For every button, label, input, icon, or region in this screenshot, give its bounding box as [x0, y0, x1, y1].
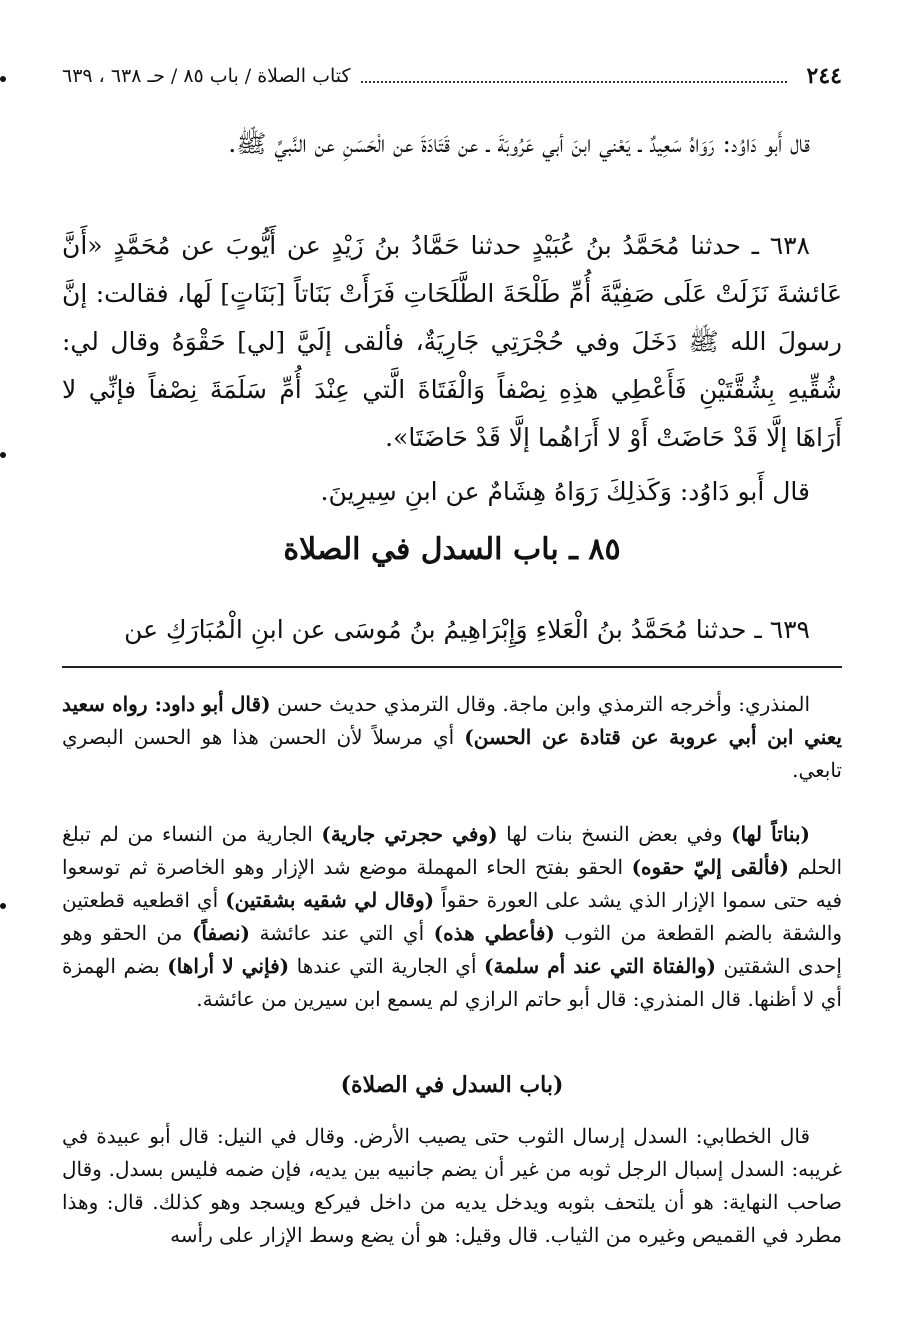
- commentary-paragraph-1: [62, 688, 842, 787]
- note-quote: (فإني لا أراها): [167, 954, 290, 978]
- commentary-paragraph-2: [62, 818, 842, 1016]
- note-quote: (بناتاً لها): [731, 822, 810, 846]
- main-paragraph-1: قال أَبو دَاوُد: رَوَاهُ سَعِيدٌ ـ يَعْني ابنَ أبي عَرُوبَةَ ـ عن قَتَادَةَ عن الْحَسَنِ عن النَّبيِّ ﷺ.: [228, 129, 810, 158]
- note-quote: (فأعطي هذه): [433, 921, 555, 945]
- note-quote: (وفي حجرتي جارية): [321, 822, 498, 846]
- note-text: الجارية من النساء من لم تبلغ الحلم: [62, 822, 843, 879]
- note-quote: (وقال لي شقيه بشقتين): [225, 888, 435, 912]
- note-text: أي الجارية التي عندها: [289, 954, 485, 978]
- scan-mark: [0, 452, 6, 458]
- running-header: [62, 56, 842, 96]
- running-title: كتاب الصلاة / باب ٨٥ / حـ ٦٣٨ ، ٦٣٩: [62, 65, 351, 87]
- note-text: وفي بعض النسخ بنات لها: [497, 822, 732, 846]
- hadith-639: ٦٣٩ ـ حدثنا مُحَمَّدُ بنُ الْعَلاءِ وَإِبْرَاهِيمُ بنُ مُوسَى عن ابنِ الْمُبَارَكِ عن: [124, 615, 810, 644]
- note-quote: (والفتاة التي عند أم سلمة): [484, 954, 716, 978]
- note-text: أي التي عند عائشة: [250, 921, 434, 945]
- page-number: ٢٤٤: [806, 63, 842, 89]
- note-text: من الحقو وهو إحدى الشقتين: [62, 921, 842, 978]
- scan-mark: [0, 76, 6, 82]
- note-quote: (فألقى إليّ حقوه): [631, 855, 789, 879]
- note-text: المنذري: وأخرجه الترمذي وابن ماجة. وقال الترمذي حديث حسن: [270, 692, 811, 716]
- footnote-separator: [62, 666, 842, 668]
- hadith-638: ٦٣٨ ـ حدثنا مُحَمَّدُ بنُ عُبَيْدٍ حدثنا حَمَّادُ بنُ زَيْدٍ عن أَيُّوبَ عن مُحَمَّدٍ «أَنَّ عَائشةَ نَزَلَتْ عَلَى صَفِيَّةَ أُمِّ طَلْحَةَ الطَّلَحَاتِ فَرَأَتْ بَنَاتاً [بَنَاتٍ] لَها، فقالت: إنَّ رسولَ الله ﷺ دَخَلَ وفي حُجْرَتِي جَارِيَةٌ، فألقى إلَيَّ [لي] حَقْوَهُ وقال لي: شُقِّيهِ بِشُقَّتَيْنِ فَأَعْطِي هذِهِ نِصْفاً وَالْفَتَاةَ الَّتي عِنْدَ أُمِّ سَلَمَةَ نِصْفاً فإنِّي لا أَرَاهَا إلَّا قَدْ حَاضَتْ أَوْ لا أَرَاهُما إلَّا قَدْ حَاضَتَا».: [62, 231, 842, 452]
- commentary-paragraph-3: قال الخطابي: السدل إرسال الثوب حتى يصيب الأرض. وقال في النيل: قال أبو عبيدة في غريبه: السدل إسبال الرجل ثوبه من غير أن يضم جانبيه بين يديه، فإن ضمه فليس بسدل. وقال صاحب النهاية: هو أن يلتحف بثوبه ويدخل يديه من داخل فيركع ويسجد وهو كذلك. قال: وهذا مطرد في القميص وغيره من الثياب. قال وقيل: هو أن يضع وسط الإزار على رأسه: [62, 1124, 842, 1247]
- commentary-heading: (باب السدل في الصلاة): [340, 1072, 564, 1098]
- note-text: الحقو بفتح الحاء المهملة موضع شد الإزار وهو الخاصرة ثم توسعوا فيه حتى سموا الإزار الذي يشد على العورة حقواً: [62, 855, 843, 912]
- note-text: أي اقطعيه قطعتين والشقة بالضم القطعة من الثوب: [62, 888, 843, 945]
- note-text: بضم الهمزة أي لا أظنها. قال المنذري: قال أبو حاتم الرازي لم يسمع ابن سيرين من عائشة.: [62, 954, 842, 1011]
- note-text: أي مرسلاً لأن الحسن هذا هو الحسن البصري تابعي.: [62, 725, 842, 782]
- main-paragraph-3: قال أَبو دَاوُد: وَكَذلِكَ رَوَاهُ هِشَامٌ عن ابنِ سِيرِينَ.: [320, 477, 810, 506]
- scan-mark: [0, 903, 6, 909]
- chapter-heading: ٨٥ ـ باب السدل في الصلاة: [283, 532, 621, 567]
- note-quote: (نصفاً): [191, 921, 250, 945]
- header-dot-leader: [361, 81, 787, 83]
- note-quote: (قال أبو داود: رواه سعيد يعني ابن أبي عروبة عن قتادة عن الحسن): [62, 692, 842, 749]
